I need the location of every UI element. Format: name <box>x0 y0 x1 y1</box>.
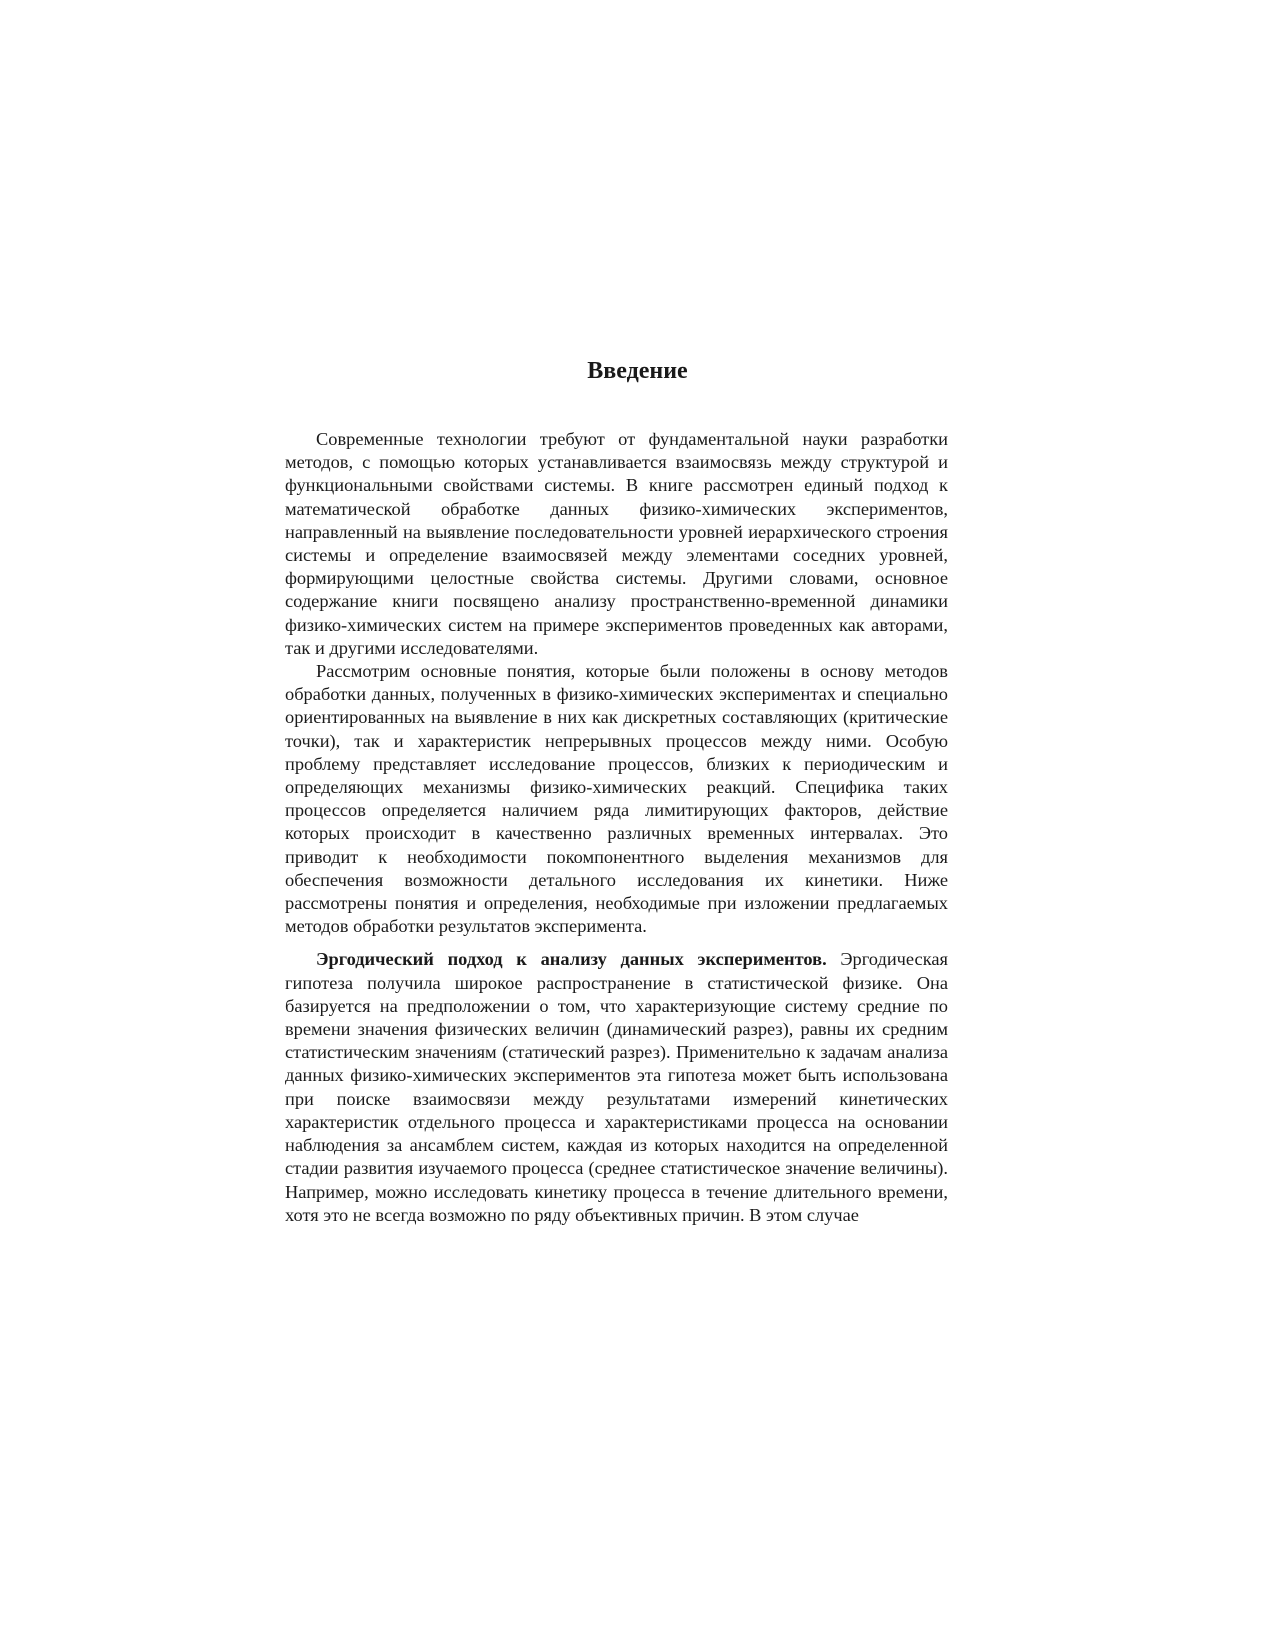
paragraph-ergodic-text: Эргодическая гипотеза получила широкое распространение в статистической физике. Она базируется на предположении о том, что характеризующие систему средние по времени значения физических величин (динамический разрез), равны их средним статистическим значениям (статический разрез). Применительно к задачам анализа данных физико-химических экспериментов эта гипотеза может быть использована при поиске взаимосвязи между результатами измерений кинетических характеристик отдельного процесса и характеристиками процесса на основании наблюдения за ансамблем систем, каждая из которых находится на определенной стадии развития изучаемого процесса (среднее статистическое значение величины). Например, можно исследовать кинетику процесса в течение длительного времени, хотя это не всегда возможно по ряду объективных причин. В этом случае <box>285 949 948 1225</box>
paragraph-intro: Современные технологии требуют от фундаментальной науки разработки методов, с помощью которых устанавливается взаимосвязь между структурой и функциональными свойствами системы. В книге рассмотрен единый подход к математической обработке данных физико-химических экспериментов, направленный на выявление последовательности уровней иерархического строения системы и определение взаимосвязей между элементами соседних уровней, формирующими целостные свойства системы. Другими словами, основное содержание книги посвящено анализу пространственно-временной динамики физико-химических систем на примере экспериментов проведенных как авторами, так и другими исследователями. <box>285 429 948 658</box>
page-title: Введение <box>587 358 688 384</box>
run-in-heading: Эргодический подход к анализу данных экспериментов. <box>316 949 827 970</box>
paragraph-concepts: Рассмотрим основные понятия, которые были положены в основу методов обработки данных, полученных в физико-химических экспериментах и специально ориентированных на выявление в них как дискретных составляющих (критические точки), так и характеристик непрерывных процессов между ними. Особую проблему представляет исследование процессов, близких к периодическим и определяющих механизмы физико-химических реакций. Специфика таких процессов определяется наличием ряда лимитирующих факторов, действие которых происходит в качественно различных временных интервалах. Это приводит к необходимости покомпонентного выделения механизмов для обеспечения возможности детального исследования их кинетики. Ниже рассмотрены понятия и определения, необходимые при изложении предлагаемых методов обработки результатов эксперимента. <box>285 661 948 937</box>
body-text <box>285 428 948 1227</box>
paragraph-ergodic <box>285 948 948 1226</box>
